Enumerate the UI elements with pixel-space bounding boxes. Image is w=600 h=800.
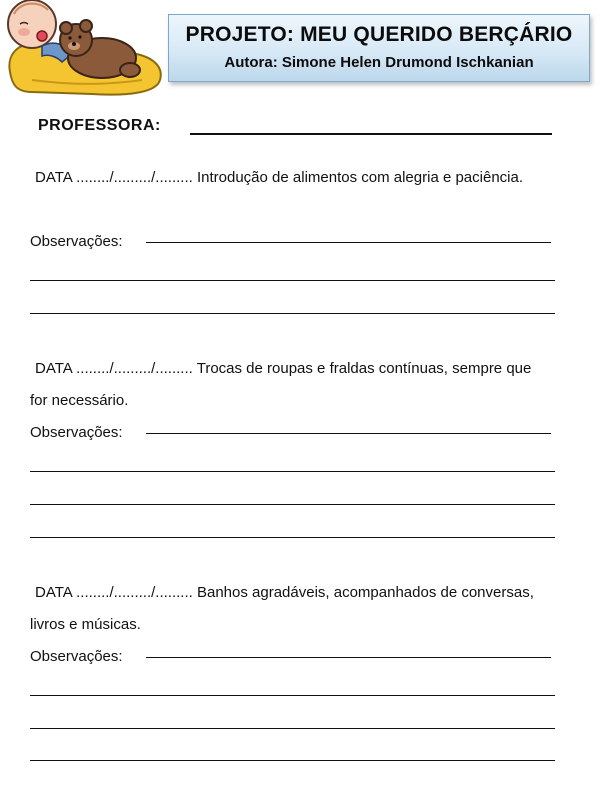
writing-line[interactable] (30, 471, 555, 472)
entry-text (30, 353, 550, 417)
author-subtitle: Autora: Simone Helen Drumond Ischkanian (224, 54, 534, 71)
observations-line[interactable] (146, 433, 551, 434)
entry-text (30, 162, 550, 194)
entry-description: Introdução de alimentos com alegria e paciência. (196, 169, 524, 186)
writing-line[interactable] (30, 537, 555, 538)
baby-with-teddy-bear-icon (2, 0, 162, 100)
entry-date: DATA ......../........./......... (35, 169, 193, 186)
observations-label: Observações: (30, 648, 123, 665)
entry-description: Trocas de roupas e fraldas contínuas, sempre que for necessário. (30, 360, 532, 409)
observations-line[interactable] (146, 242, 551, 243)
writing-line[interactable] (30, 313, 555, 314)
observations-line[interactable] (146, 657, 551, 658)
teacher-label: PROFESSORA: (38, 117, 161, 134)
writing-line[interactable] (30, 728, 555, 729)
activity-entry (30, 162, 560, 352)
header-banner (168, 14, 590, 82)
teacher-row (38, 117, 558, 139)
observations-label: Observações: (30, 424, 123, 441)
entry-date: DATA ......../........./......... (35, 360, 193, 377)
writing-line[interactable] (30, 760, 555, 761)
entry-date: DATA ......../........./......... (35, 584, 193, 601)
activity-entry (30, 577, 560, 767)
activity-entry (30, 353, 560, 543)
teacher-name-line[interactable] (190, 133, 552, 135)
writing-line[interactable] (30, 695, 555, 696)
observations-label: Observações: (30, 233, 123, 250)
entry-text (30, 577, 550, 641)
page-title: PROJETO: MEU QUERIDO BERÇÁRIO (185, 23, 573, 46)
writing-line[interactable] (30, 504, 555, 505)
entry-description: Banhos agradáveis, acompanhados de conversas, livros e músicas. (30, 584, 534, 633)
writing-line[interactable] (30, 280, 555, 281)
